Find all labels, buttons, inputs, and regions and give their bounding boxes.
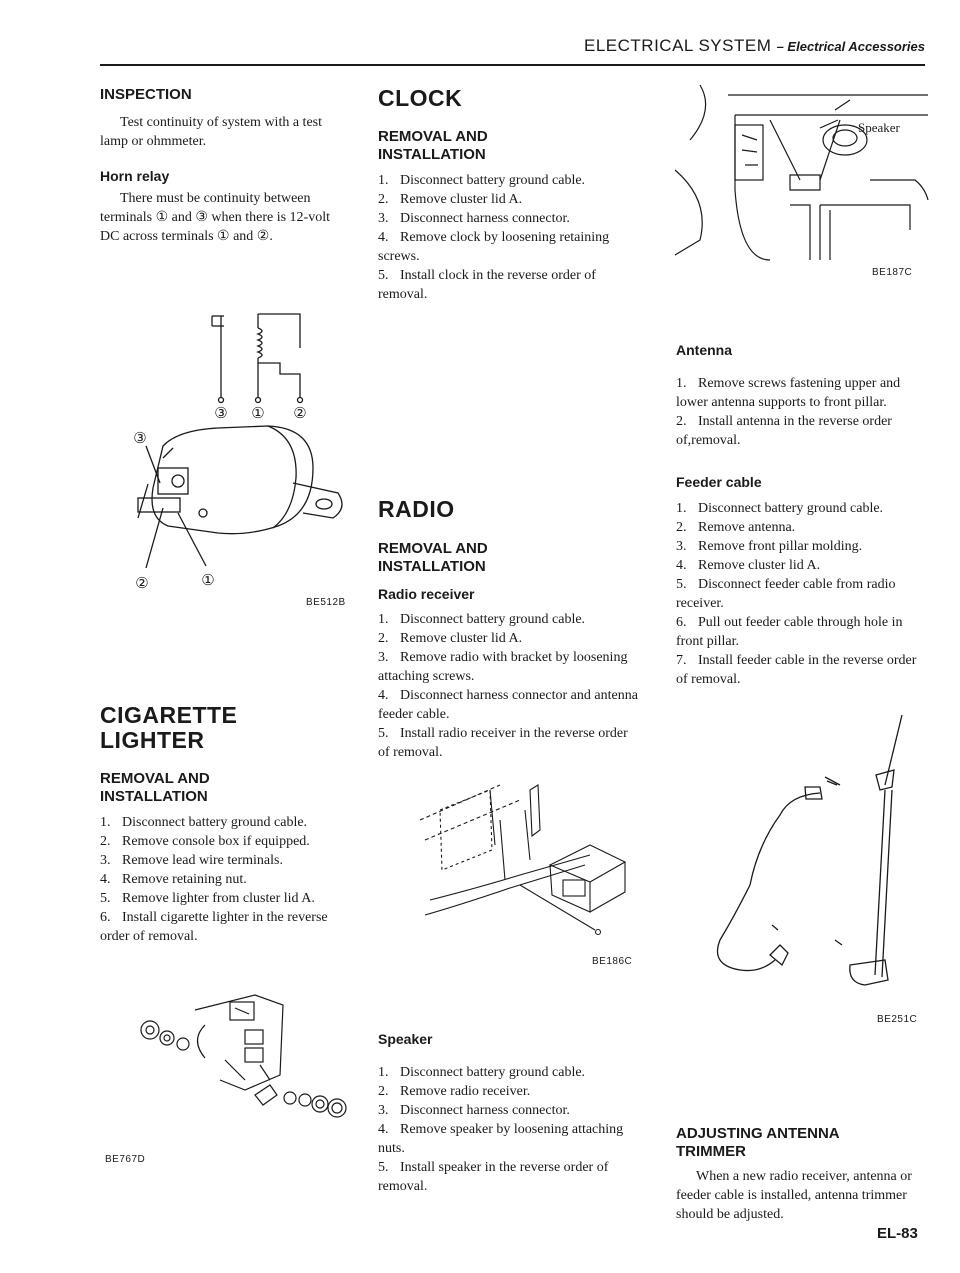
list-item: 5. Install clock in the reverse order of removal. <box>378 268 596 302</box>
terminal-label-3: ③ <box>214 406 228 422</box>
radio-section <box>378 497 642 762</box>
radio-sub-line1: REMOVAL AND <box>378 540 488 557</box>
clock-sub-line2: INSTALLATION <box>378 146 486 163</box>
list-item: 5. Install speaker in the reverse order of removal. <box>378 1160 609 1194</box>
list-item: 3. Remove front pillar molding. <box>676 539 863 554</box>
list-item: 1. Remove screws fastening upper and lower antenna supports to front pillar. <box>676 376 901 410</box>
list-item: 3. Disconnect harness connector. <box>378 211 570 226</box>
speaker-location-diagram <box>660 80 930 270</box>
speaker-steps <box>378 1063 642 1196</box>
figure-code-speaker: BE187C <box>872 267 913 278</box>
list-item: 7. Install feeder cable in the reverse order of removal. <box>676 653 917 687</box>
list-item: 1. Disconnect battery ground cable. <box>100 815 308 830</box>
antenna-trimmer-section <box>676 1125 926 1224</box>
column-3 <box>676 342 926 689</box>
cigarette-lighter-section <box>100 703 348 946</box>
antenna-feeder-diagram <box>680 715 930 1005</box>
list-item: 5. Disconnect feeder cable from radio receiver. <box>676 577 896 611</box>
speaker-section <box>378 1031 642 1196</box>
trimmer-text: When a new radio receiver, antenna or feeder cable is installed, antenna trimmer should be adjusted. <box>676 1169 912 1222</box>
list-item: 4. Disconnect harness connector and antenna feeder cable. <box>378 688 638 722</box>
speaker-label: Speaker <box>858 120 900 135</box>
cigarette-steps <box>100 813 348 946</box>
list-item: 6. Pull out feeder cable through hole in front pillar. <box>676 615 903 649</box>
inspection-text: Test continuity of system with a test lamp or ohmmeter. <box>100 115 322 149</box>
list-item: 3. Remove lead wire terminals. <box>100 853 283 868</box>
list-item: 5. Install radio receiver in the reverse order of removal. <box>378 726 628 760</box>
feeder-cable-steps <box>676 499 926 689</box>
column-2 <box>378 86 642 304</box>
page-header <box>545 36 925 56</box>
radio-sub-line2: INSTALLATION <box>378 558 486 575</box>
list-item: 2. Remove cluster lid A. <box>378 192 523 207</box>
horn-relay-heading: Horn relay <box>100 168 170 184</box>
terminal-label-1: ① <box>251 406 265 422</box>
callout-1: ① <box>201 573 215 589</box>
page-number: EL-83 <box>877 1225 918 1242</box>
cigarette-heading-line2: LIGHTER <box>100 727 205 753</box>
radio-heading: RADIO <box>378 496 455 522</box>
trimmer-heading-line1: ADJUSTING ANTENNA <box>676 1125 840 1142</box>
trimmer-heading-line2: TRIMMER <box>676 1143 746 1160</box>
cigarette-lighter-diagram <box>105 980 355 1160</box>
column-1 <box>100 86 348 246</box>
clock-steps <box>378 171 642 304</box>
figure-code-lighter: BE767D <box>105 1154 146 1165</box>
list-item: 2. Remove radio receiver. <box>378 1084 531 1099</box>
list-item: 4. Remove retaining nut. <box>100 872 247 887</box>
clock-heading: CLOCK <box>378 85 463 111</box>
list-item: 6. Install cigarette lighter in the reverse order of removal. <box>100 910 328 944</box>
list-item: 4. Remove speaker by loosening attaching nuts. <box>378 1122 624 1156</box>
speaker-heading: Speaker <box>378 1031 433 1047</box>
horn-relay-text: There must be continuity between terminals ① and ③ when there is 12-volt DC across terminals ① and ②. <box>100 191 330 244</box>
list-item: 1. Disconnect battery ground cable. <box>676 501 884 516</box>
list-item: 1. Disconnect battery ground cable. <box>378 173 586 188</box>
horn-relay-diagram <box>108 308 358 608</box>
terminal-label-2: ② <box>293 406 307 422</box>
clock-sub-line1: REMOVAL AND <box>378 128 488 145</box>
header-rule <box>100 64 925 66</box>
header-title: ELECTRICAL SYSTEM <box>584 36 772 55</box>
list-item: 5. Remove lighter from cluster lid A. <box>100 891 315 906</box>
cigarette-sub-line2: INSTALLATION <box>100 788 208 805</box>
list-item: 3. Disconnect harness connector. <box>378 1103 570 1118</box>
list-item: 4. Remove clock by loosening retaining screws. <box>378 230 610 264</box>
feeder-cable-heading: Feeder cable <box>676 474 762 490</box>
callout-2: ② <box>135 576 149 592</box>
list-item: 1. Disconnect battery ground cable. <box>378 612 586 627</box>
radio-receiver-diagram <box>380 770 640 950</box>
figure-code-radio: BE186C <box>592 956 633 967</box>
antenna-heading: Antenna <box>676 342 732 358</box>
list-item: 2. Install antenna in the reverse order of,removal. <box>676 414 892 448</box>
cigarette-heading-line1: CIGARETTE <box>100 702 238 728</box>
header-subtitle: – Electrical Accessories <box>776 39 925 54</box>
figure-code-relay: BE512B <box>306 597 346 608</box>
list-item: 2. Remove console box if equipped. <box>100 834 310 849</box>
antenna-steps <box>676 374 926 450</box>
list-item: 2. Remove antenna. <box>676 520 796 535</box>
inspection-heading: INSPECTION <box>100 86 192 103</box>
list-item: 1. Disconnect battery ground cable. <box>378 1065 586 1080</box>
list-item: 3. Remove radio with bracket by loosening attaching screws. <box>378 650 628 684</box>
callout-3: ③ <box>133 431 147 447</box>
radio-receiver-heading: Radio receiver <box>378 586 475 602</box>
radio-receiver-steps <box>378 610 642 762</box>
list-item: 4. Remove cluster lid A. <box>676 558 821 573</box>
cigarette-sub-line1: REMOVAL AND <box>100 770 210 787</box>
figure-code-antenna: BE251C <box>877 1014 918 1025</box>
list-item: 2. Remove cluster lid A. <box>378 631 523 646</box>
